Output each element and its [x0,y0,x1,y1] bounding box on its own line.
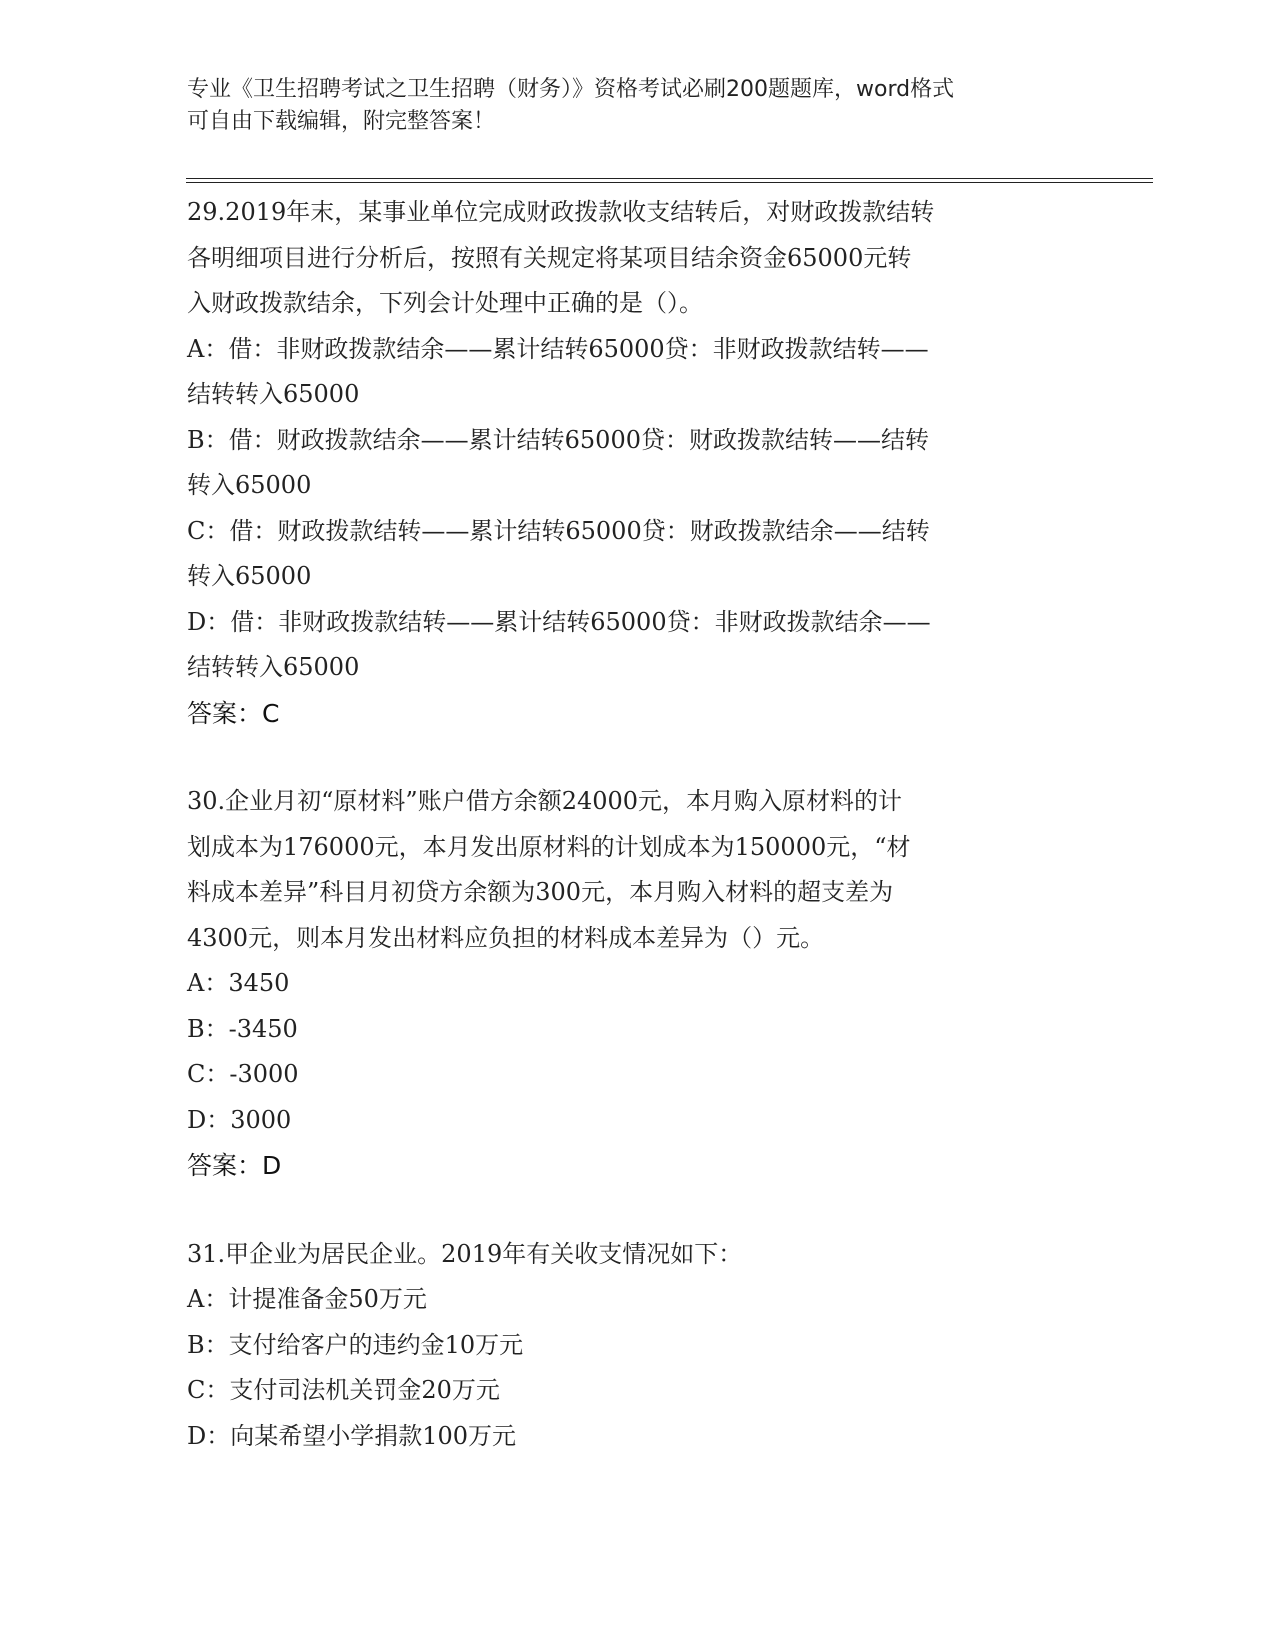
option-b-continued: 转入65000 [187,471,312,499]
option-a: A：计提准备金50万元 [187,1285,427,1313]
question-stem-line: 4300元，则本月发出材料应负担的材料成本差异为（）元。 [187,923,825,952]
option-b: B：-3450 [187,1014,298,1043]
option-c: C：-3000 [187,1060,299,1088]
question-29 [187,190,1087,736]
answer-line: 答案：C [187,698,280,728]
question-30 [187,779,1087,1189]
option-a: A：借：非财政拨款结余——累计结转65000贷：非财政拨款结转—— [187,334,929,363]
question-stem-line: 31.甲企业为居民企业。2019年有关收支情况如下： [187,1239,743,1268]
question-stem-line: 划成本为176000元，本月发出原材料的计划成本为150000元，“材 [187,832,911,861]
option-d: D：3000 [187,1105,292,1134]
option-d-continued: 结转转入65000 [187,653,360,681]
header-line-1: 专业《卫生招聘考试之卫生招聘（财务）》资格考试必刷200题题库，word格式 [187,77,955,102]
option-a: A：3450 [187,969,290,997]
question-stem-line: 30.企业月初“原材料”账户借方余额24000元，本月购入原材料的计 [187,787,903,815]
option-b: B：支付给客户的违约金10万元 [187,1330,524,1359]
header-line-2: 可自由下载编辑，附完整答案！ [187,109,496,134]
question-stem-line: 29.2019年末，某事业单位完成财政拨款收支结转后，对财政拨款结转 [187,198,935,226]
option-b: B：借：财政拨款结余——累计结转65000贷：财政拨款结转——结转 [187,425,929,454]
question-stem-line: 料成本差异”科目月初贷方余额为300元，本月购入材料的超支差为 [187,878,894,906]
question-spacer [187,736,1087,779]
option-d: D：向某希望小学捐款100万元 [187,1421,517,1450]
option-c: C：借：财政拨款结转——累计结转65000贷：财政拨款结余——结转 [187,516,930,545]
option-c-continued: 转入65000 [187,562,312,590]
question-31 [187,1232,1087,1460]
question-stem-line: 入财政拨款结余，下列会计处理中正确的是（）。 [187,289,703,317]
option-c: C：支付司法机关罚金20万元 [187,1376,500,1404]
option-a-continued: 结转转入65000 [187,380,360,408]
question-list [187,190,1087,1459]
page-header [187,74,1067,138]
answer-line: 答案：D [187,1151,282,1180]
option-d: D：借：非财政拨款结转——累计结转65000贷：非财政拨款结余—— [187,607,931,636]
question-spacer [187,1189,1087,1232]
question-stem-line: 各明细项目进行分析后，按照有关规定将某项目结余资金65000元转 [187,243,912,272]
header-divider [186,178,1153,183]
